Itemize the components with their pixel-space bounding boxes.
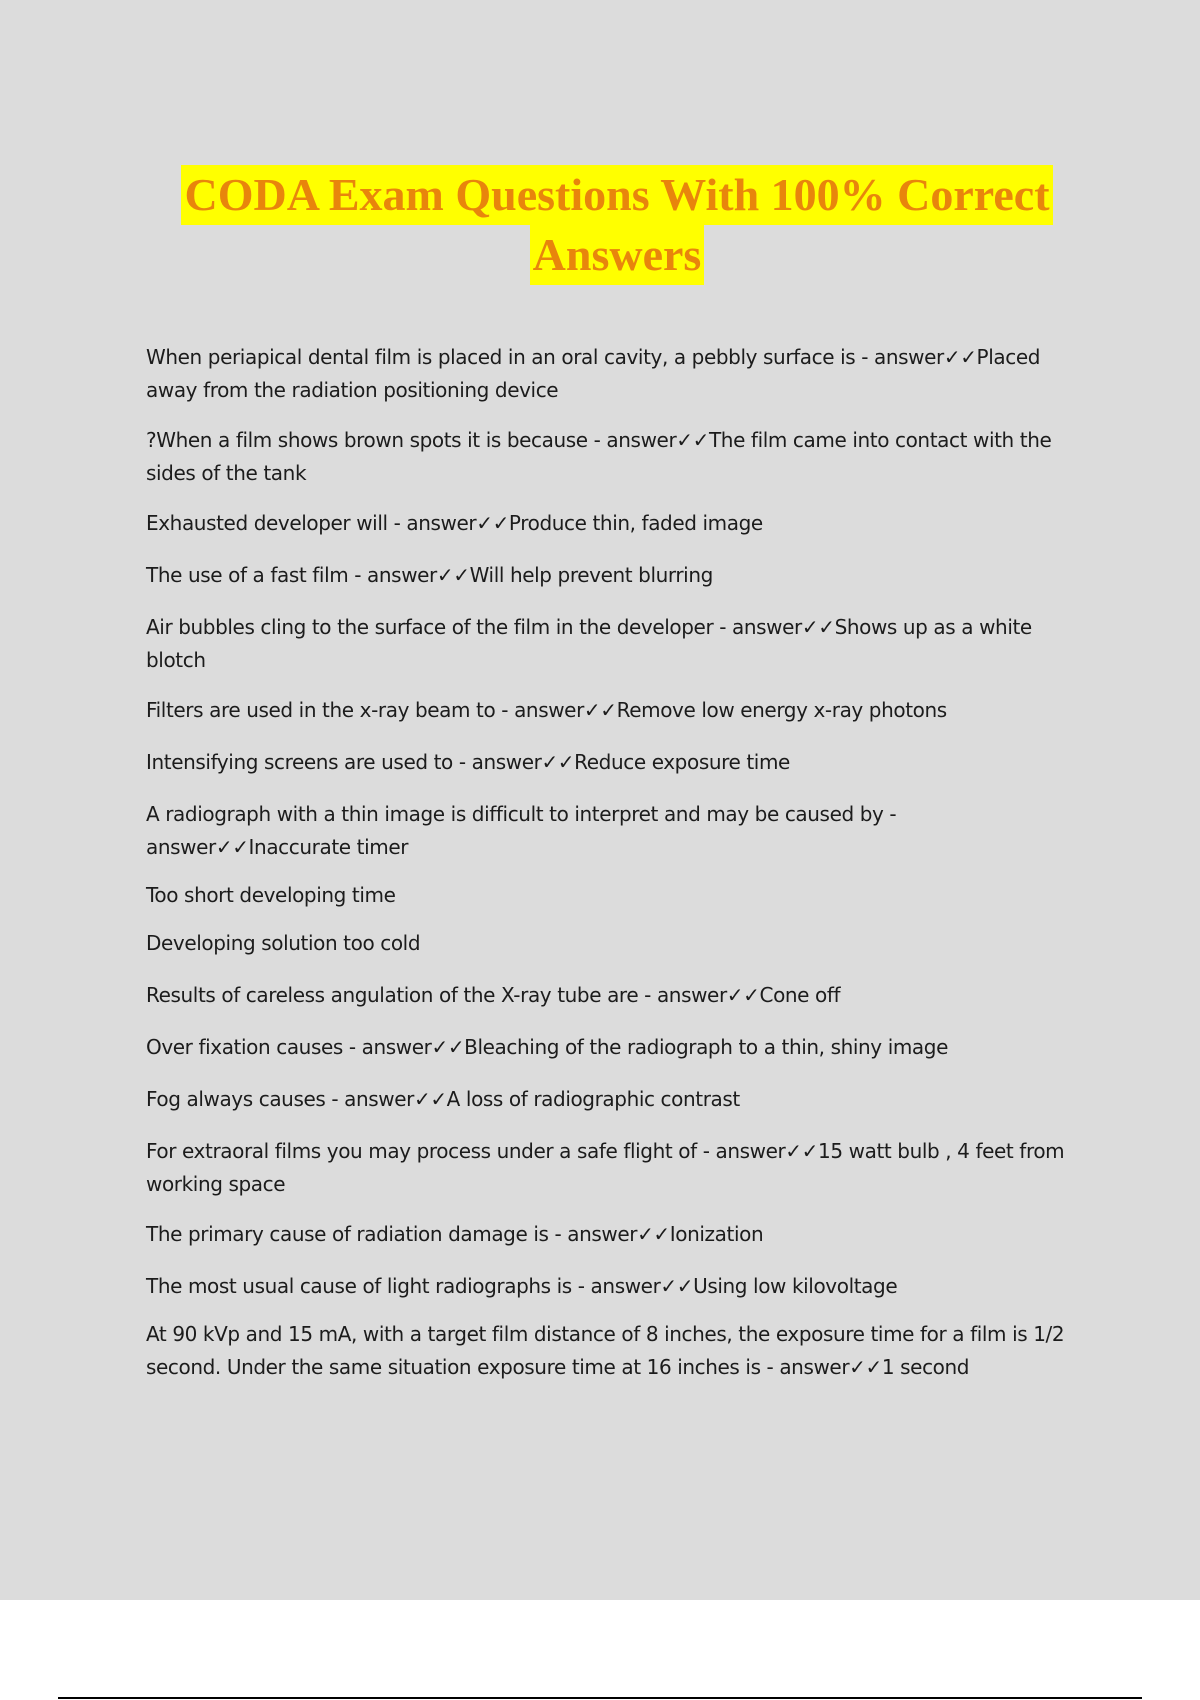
qa-item: Results of careless angulation of the X-ray tube are - answer✓✓Cone off [146, 983, 841, 1007]
qa-item: Over fixation causes - answer✓✓Bleaching of the radiograph to a thin, shiny image [146, 1035, 948, 1059]
qa-item: A radiograph with a thin image is difficult to interpret and may be caused by - answer✓✓Inaccurate timer [146, 802, 897, 859]
qa-item: Fog always causes - answer✓✓A loss of radiographic contrast [146, 1087, 740, 1111]
qa-item: For extraoral films you may process under a safe flight of - answer✓✓15 watt bulb , 4 feet from working space [146, 1139, 1065, 1196]
qa-item: Intensifying screens are used to - answer✓✓Reduce exposure time [146, 750, 790, 774]
qa-item: When periapical dental film is placed in an oral cavity, a pebbly surface is - answer✓✓Placed away from the radiation positioning device [146, 345, 1041, 402]
footer-rule [58, 1697, 1142, 1699]
title-line-2: Answers [530, 225, 705, 285]
qa-item: Developing solution too cold [146, 931, 421, 955]
title-line-1: CODA Exam Questions With 100% Correct [181, 165, 1052, 225]
qa-item: At 90 kVp and 15 mA, with a target film distance of 8 inches, the exposure time for a film is 1/2 second. Under the same situation exposure time at 16 inches is - answer✓✓1 second [146, 1322, 1065, 1379]
qa-item: Exhausted developer will - answer✓✓Produce thin, faded image [146, 511, 763, 535]
qa-item: The primary cause of radiation damage is - answer✓✓Ionization [146, 1222, 764, 1246]
qa-item: The use of a fast film - answer✓✓Will help prevent blurring [146, 563, 713, 587]
qa-item: ?When a film shows brown spots it is because - answer✓✓The film came into contact with the sides of the tank [146, 428, 1052, 485]
qa-item: Filters are used in the x-ray beam to - answer✓✓Remove low energy x-ray photons [146, 698, 947, 722]
document-title [0, 165, 1200, 285]
qa-item: Too short developing time [146, 883, 396, 907]
qa-list [146, 341, 1096, 1401]
qa-item: Air bubbles cling to the surface of the film in the developer - answer✓✓Shows up as a white blotch [146, 615, 1032, 672]
qa-item: The most usual cause of light radiographs is - answer✓✓Using low kilovoltage [146, 1274, 898, 1298]
